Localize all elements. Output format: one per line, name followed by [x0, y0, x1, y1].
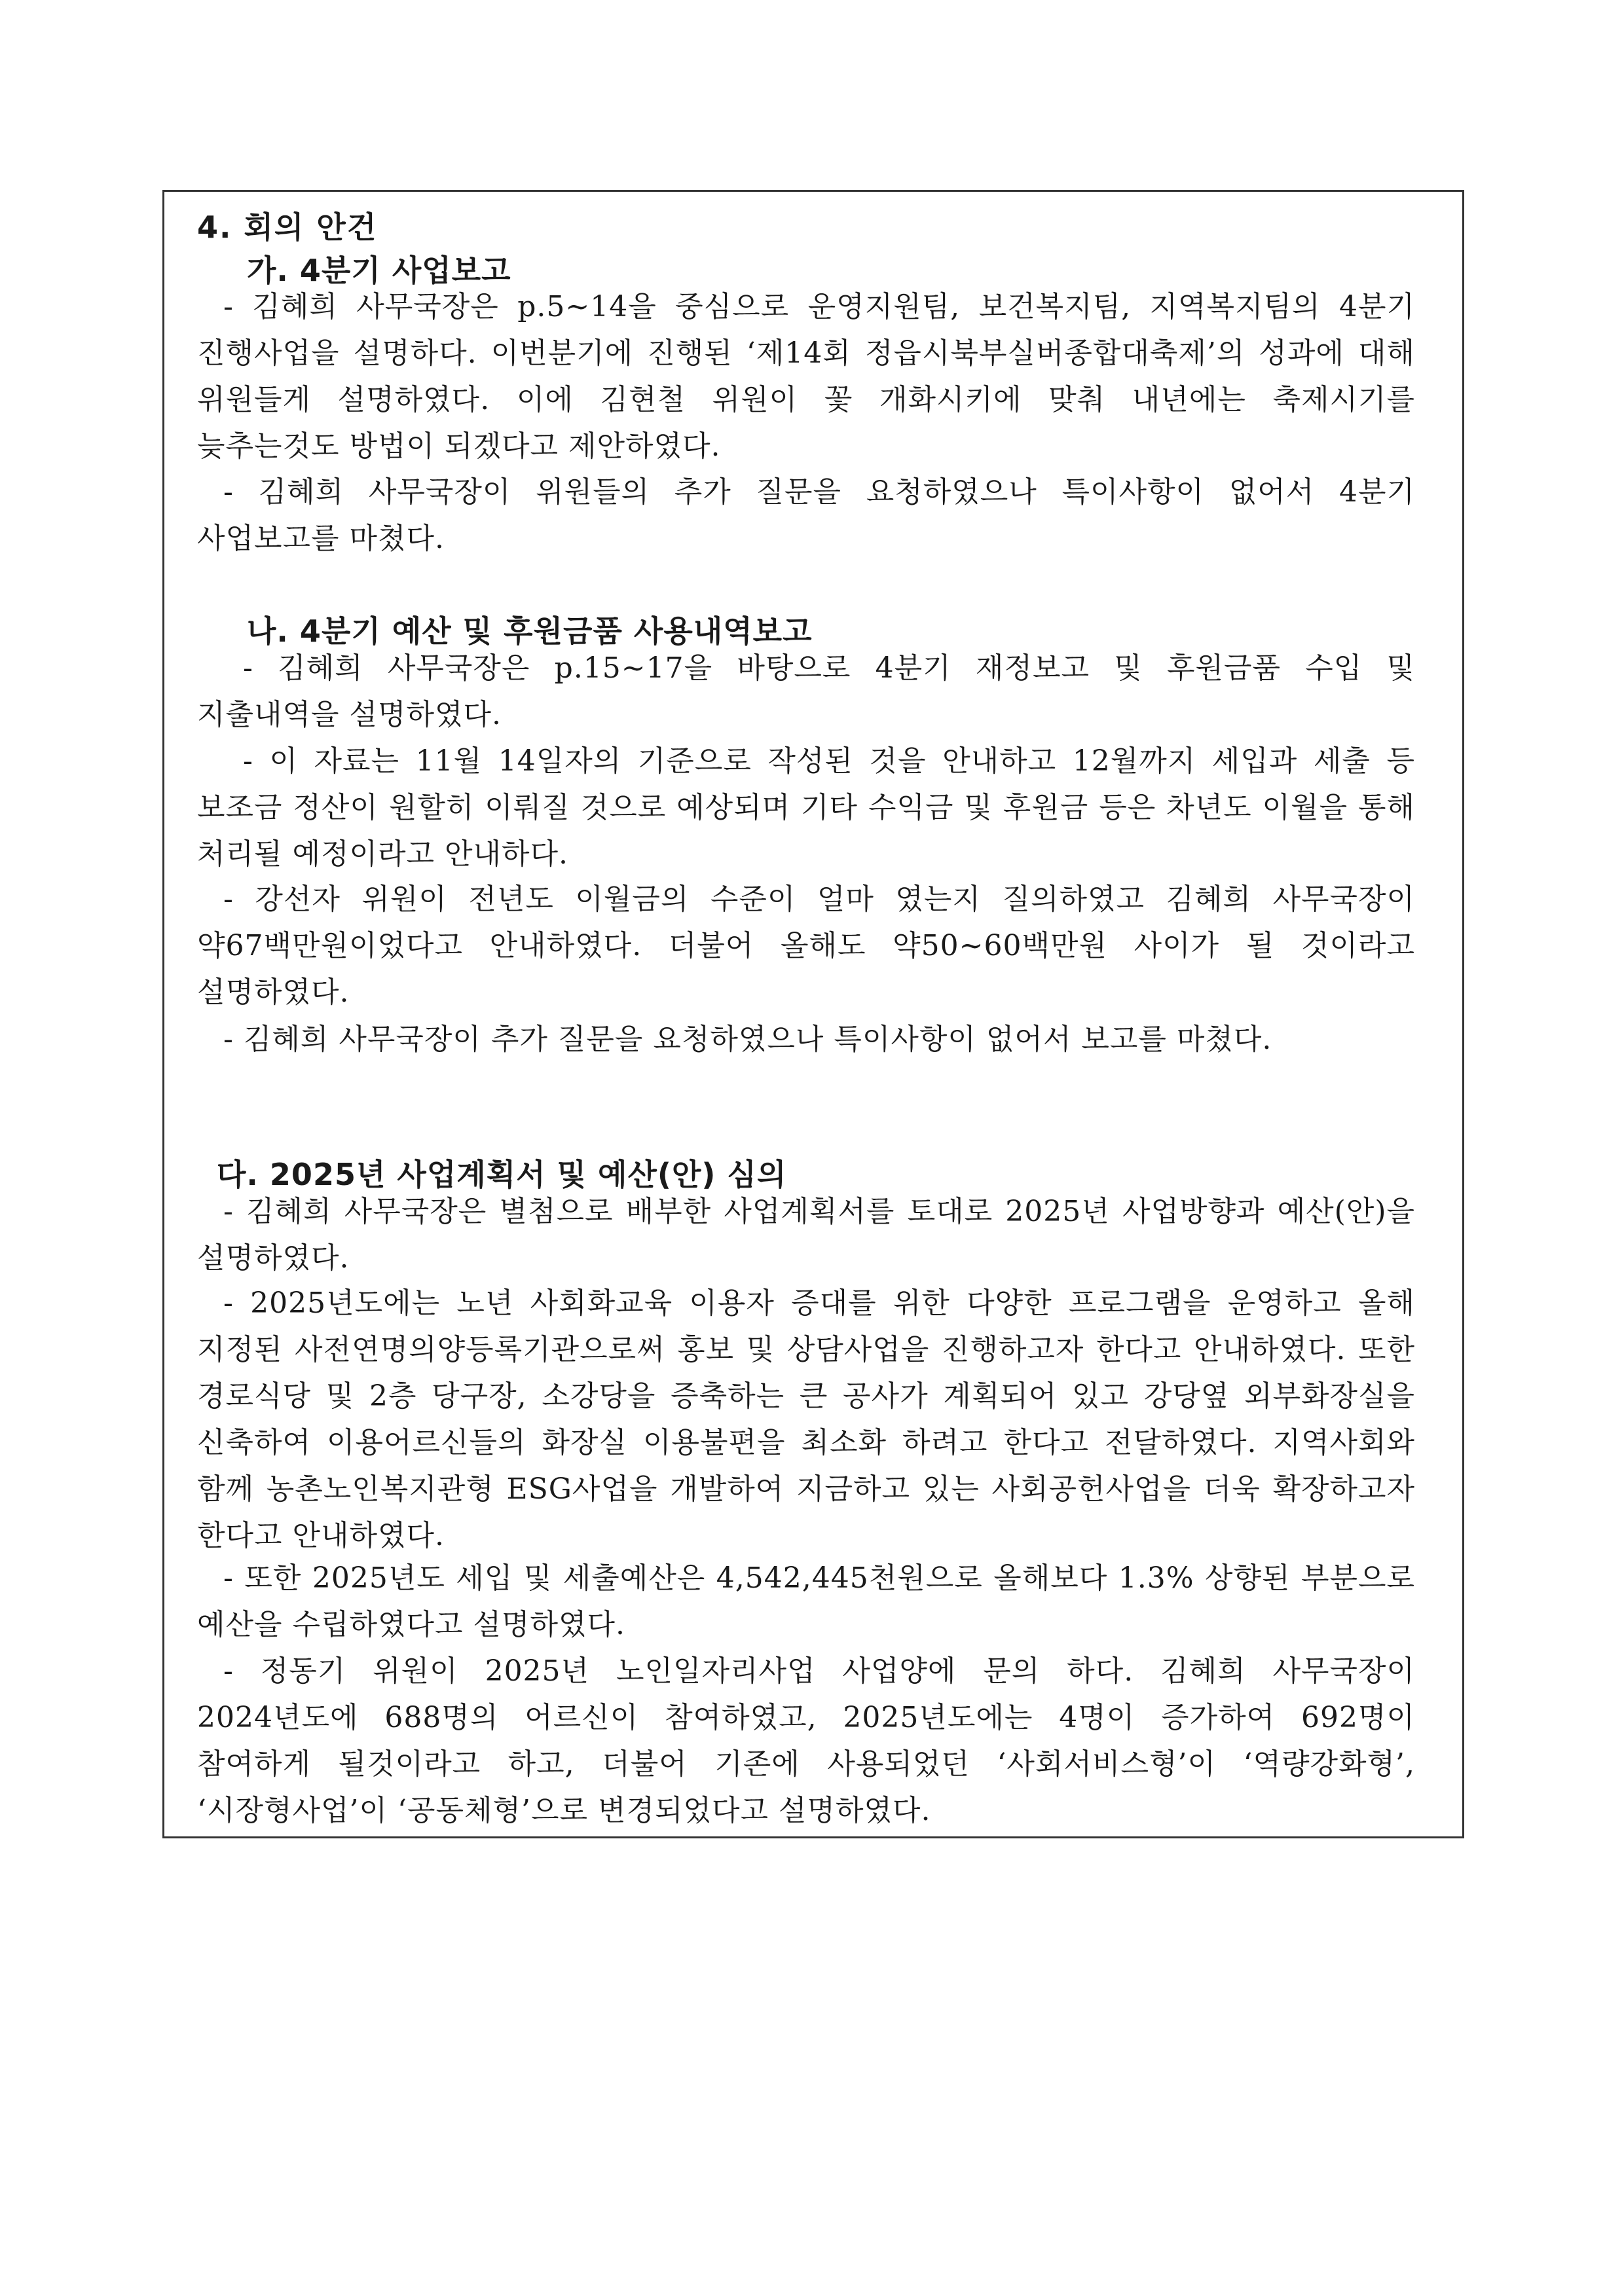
section-c-paragraph-4: - 정동기 위원이 2025년 노인일자리사업 사업양에 문의 하다. 김혜희 사무국장이 2024년도에 688명의 어르신이 참여하였고, 2025년도에는 4명이 증가하여 692명이 참여하게 될것이라고 하고, 더불어 기존에 사용되었던 ‘사회서비스형’이 ‘역량강화형’, ‘시장형사업’이 ‘공동체형’으로 변경되었다고 설명하였다.	[197, 1654, 1415, 1827]
section-a-paragraph-2: - 김혜희 사무국장이 위원들의 추가 질문을 요청하였으나 특이사항이 없어서 4분기 사업보고를 마쳤다.	[197, 475, 1415, 555]
section-title-c: 다. 2025년 사업계획서 및 예산(안) 심의	[217, 1157, 787, 1192]
section-b-paragraph-4: - 김혜희 사무국장이 추가 질문을 요청하였으나 특이사항이 없어서 보고를 마쳤다.	[223, 1023, 1272, 1056]
section-title-b: 나. 4분기 예산 및 후원금품 사용내역보고	[247, 613, 813, 649]
section-b-paragraph-3: - 강선자 위원이 전년도 이월금의 수준이 얼마 였는지 질의하였고 김혜희 사무국장이 약67백만원이었다고 안내하였다. 더불어 올해도 약50~60백만원 사이가 될 것이라고 설명하였다.	[197, 883, 1415, 1009]
section-c-paragraph-1: - 김혜희 사무국장은 별첨으로 배부한 사업계획서를 토대로 2025년 사업방향과 예산(안)을 설명하였다.	[197, 1195, 1415, 1275]
section-c-paragraph-3: - 또한 2025년도 세입 및 세출예산은 4,542,445천원으로 올해보다 1.3% 상향된 부분으로 예산을 수립하였다고 설명하였다.	[197, 1561, 1415, 1641]
section-title-a: 가. 4분기 사업보고	[247, 253, 511, 288]
section-b-paragraph-2: - 이 자료는 11월 14일자의 기준으로 작성된 것을 안내하고 12월까지 세입과 세출 등 보조금 정산이 원할히 이뤄질 것으로 예상되며 기타 수익금 및 후원금 등은 차년도 이월을 통해 처리될 예정이라고 안내하다.	[197, 744, 1415, 871]
agenda-title: 4. 회의 안건	[197, 210, 378, 245]
agenda-frame	[162, 190, 1464, 1838]
section-b-paragraph-1: - 김혜희 사무국장은 p.15~17을 바탕으로 4분기 재정보고 및 후원금품 수입 및 지출내역을 설명하였다.	[197, 651, 1415, 731]
section-a-paragraph-1: - 김혜희 사무국장은 p.5~14을 중심으로 운영지원팀, 보건복지팀, 지역복지팀의 4분기 진행사업을 설명하다. 이번분기에 진행된 ‘제14회 정읍시북부실버종합대축제’의 성과에 대해 위원들게 설명하였다. 이에 김현철 위원이 꽃 개화시키에 맞춰 내년에는 축제시기를 늦추는것도 방법이 되겠다고 제안하였다.	[197, 290, 1415, 463]
section-c-paragraph-2: - 2025년도에는 노년 사회화교육 이용자 증대를 위한 다양한 프로그램을 운영하고 올해 지정된 사전연명의양등록기관으로써 홍보 및 상담사업을 진행하고자 한다고 안내하였다. 또한 경로식당 및 2층 당구장, 소강당을 증축하는 큰 공사가 계획되어 있고 강당옆 외부화장실을 신축하여 이용어르신들의 화장실 이용불편을 최소화 하려고 한다고 전달하였다. 지역사회와 함께 농촌노인복지관형 ESG사업을 개발하여 지금하고 있는 사회공헌사업을 더욱 확장하고자 한다고 안내하였다.	[197, 1286, 1415, 1552]
